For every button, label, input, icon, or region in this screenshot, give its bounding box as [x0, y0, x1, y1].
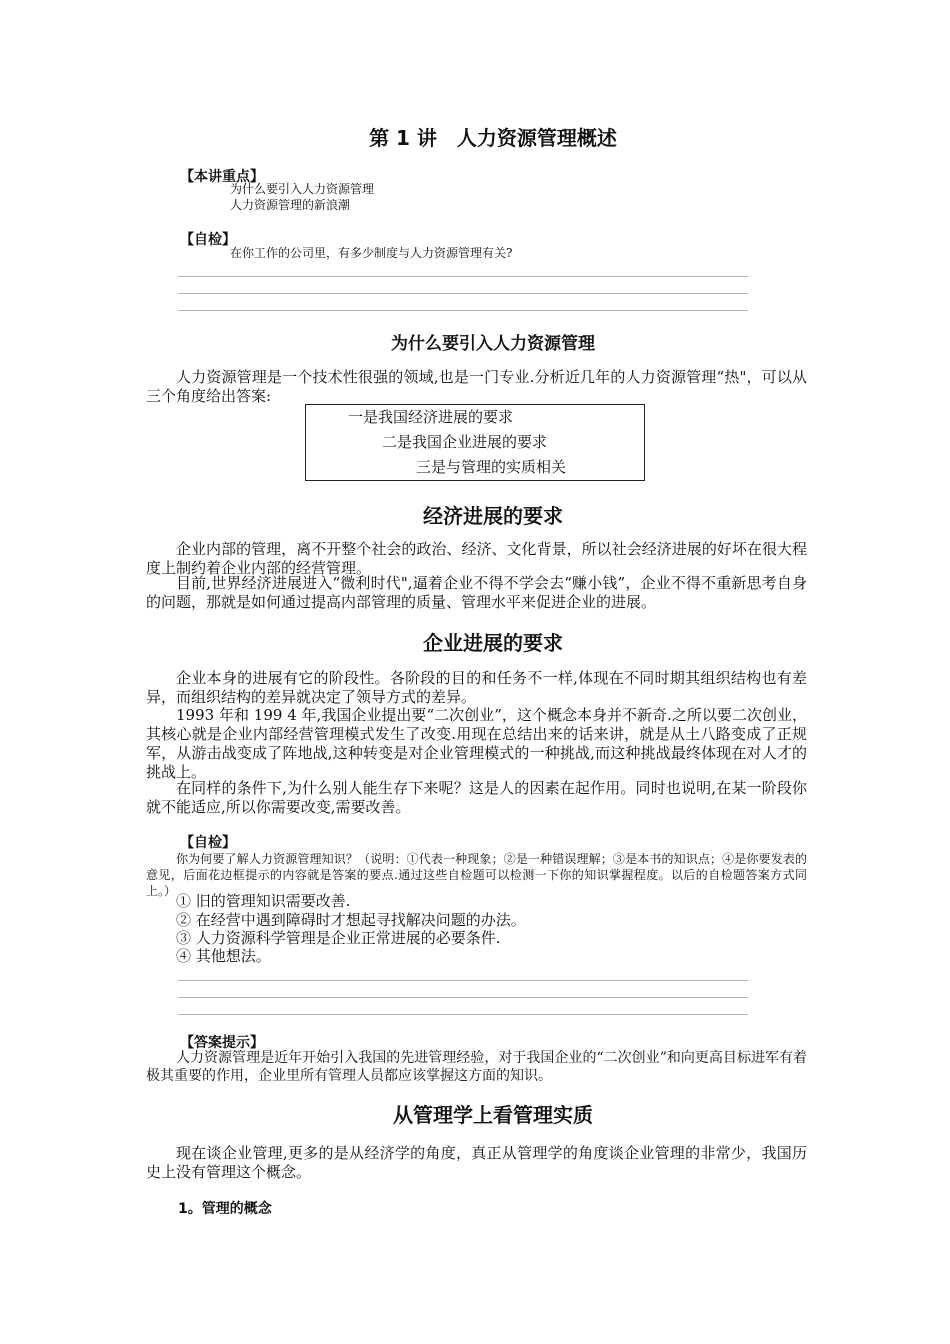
answer-hint-label: 【答案提示】 [180, 1035, 264, 1051]
focus-item: 人力资源管理的新浪潮 [230, 198, 351, 212]
paragraph: 企业本身的进展有它的阶段性。各阶段的目的和任务不一样,体现在不同时期其组织结构也有差异，而组织结构的差异就决定了领导方式的差异。 [146, 669, 807, 706]
selfcheck-label: 【自检】 [180, 232, 236, 248]
section-heading: 从管理学上看管理实质 [393, 1103, 593, 1127]
paragraph: 1993 年和 199 4 年,我国企业提出要“二次创业”，这个概念本身并不新奇.之所以要二次创业，其核心就是企业内部经营管理模式发生了改变.用现在总结出来的话来讲，就是从土八路变成了正规军，从游击战变成了阵地战,这种转变是对企业管理模式的一种挑战,而这种挑战最终体现在对人才的挑战上。 [146, 706, 807, 781]
paragraph: 目前,世界经济进展进入“微利时代",逼着企业不得不学会去“赚小钱”，企业不得不重新思考自身的问题，那就是如何通过提高内部管理的质量、管理水平来促进企业的进展。 [146, 574, 807, 611]
box-item: 三是与管理的实质相关 [416, 458, 567, 476]
answer-line [178, 980, 748, 981]
focus-label: 【本讲重点】 [180, 169, 264, 185]
paragraph: 在同样的条件下,为什么别人能生存下来呢？这是人的因素在起作用。同时也说明,在某一阶段你就不能适应,所以你需要改变,需要改善。 [146, 779, 807, 816]
selfcheck-question: 你为何要了解人力资源管理知识？（说明：①代表一种现象；②是一种错误理解；③是本书的知识点；④是你要发表的意见，后面花边框提示的内容就是答案的要点.通过这些自检题可以检测一下你的知识掌握程度。以后的自检题答案方式同上。） [146, 852, 807, 898]
answer-line [178, 997, 748, 998]
section-heading: 企业进展的要求 [423, 631, 563, 655]
selfcheck-option: ④ 其他想法。 [176, 947, 271, 965]
answer-line [178, 293, 748, 294]
answer-hint-text: 人力资源管理是近年开始引入我国的先进管理经验，对于我国企业的“二次创业”和向更高目标进军有着极其重要的作用，企业里所有管理人员都应该掌握这方面的知识。 [146, 1050, 807, 1084]
section-heading: 为什么要引入人力资源管理 [391, 334, 595, 354]
answer-line [178, 310, 748, 311]
answer-line [178, 276, 748, 277]
selfcheck-option: ③ 人力资源科学管理是企业正常进展的必要条件. [176, 929, 501, 947]
box-item: 一是我国经济进展的要求 [348, 408, 514, 426]
selfcheck-option: ② 在经营中遇到障碍时才想起寻找解决问题的办法。 [176, 911, 526, 929]
answer-line [178, 1014, 748, 1015]
paragraph: 人力资源管理是一个技术性很强的领域,也是一门专业.分析近几年的人力资源管理“热"，可以从三个角度给出答案: [146, 368, 807, 405]
selfcheck-option: ① 旧的管理知识需要改善. [176, 892, 351, 910]
section-heading: 经济进展的要求 [423, 504, 563, 528]
sub-heading: 1。管理的概念 [178, 1201, 272, 1217]
paragraph: 现在谈企业管理,更多的是从经济学的角度，真正从管理学的角度谈企业管理的非常少，我国历史上没有管理这个概念。 [146, 1144, 807, 1181]
selfcheck-question: 在你工作的公司里，有多少制度与人力资源管理有关? [230, 246, 513, 260]
page-title: 第 1 讲 人力资源管理概述 [369, 126, 617, 150]
paragraph: 企业内部的管理，离不开整个社会的政治、经济、文化背景，所以社会经济进展的好坏在很大程度上制约着企业内部的经营管理。 [146, 540, 807, 577]
selfcheck-label: 【自检】 [180, 835, 236, 851]
answer-box [305, 404, 645, 481]
focus-item: 为什么要引入人力资源管理 [230, 182, 375, 196]
box-item: 二是我国企业进展的要求 [382, 433, 548, 451]
